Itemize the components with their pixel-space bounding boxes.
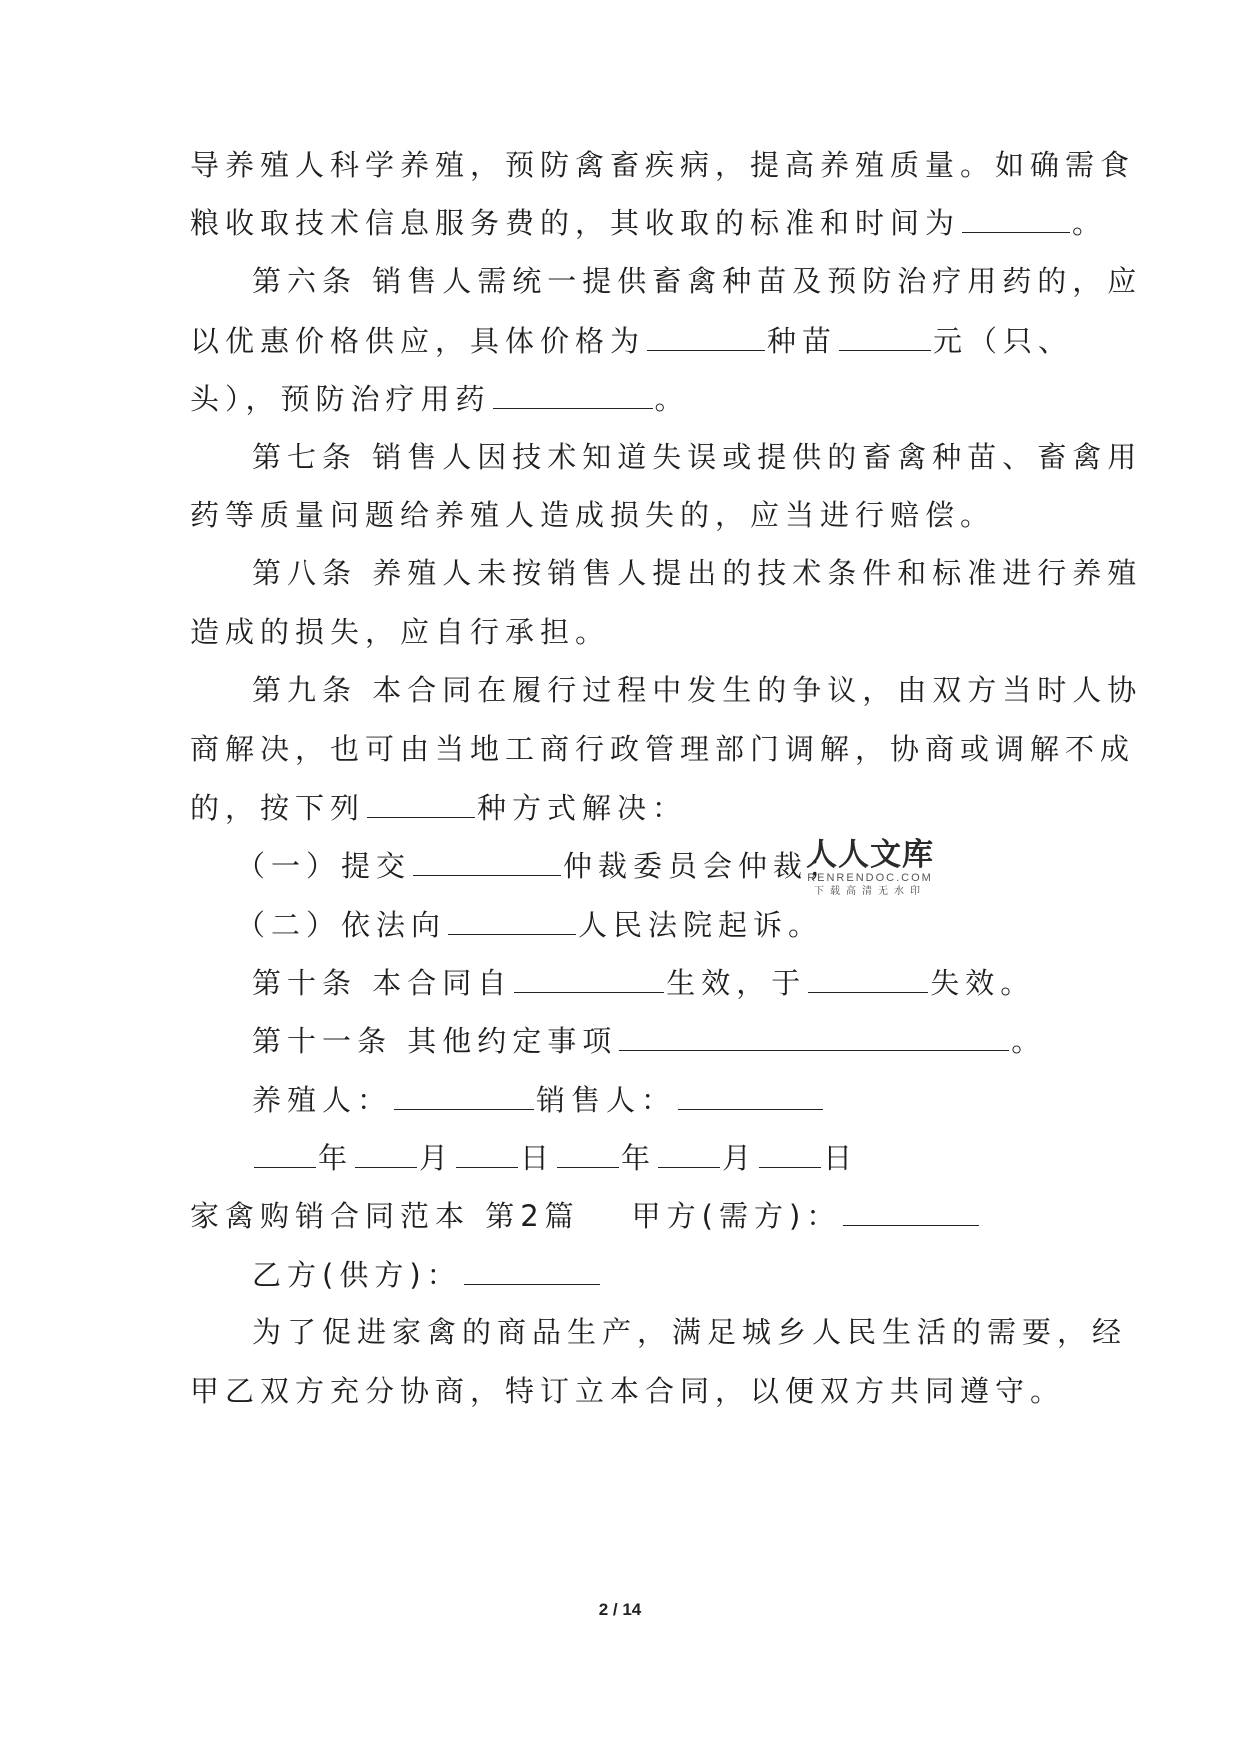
text: 第七条 销售人因技术知道失误或提供的畜禽种苗、畜禽用 bbox=[252, 440, 1143, 474]
page-number: 2 / 14 bbox=[598, 1600, 642, 1619]
text: 生效，于 bbox=[666, 966, 807, 1000]
fill-blank bbox=[678, 1079, 823, 1110]
option-1 bbox=[236, 845, 843, 886]
fill-blank bbox=[647, 320, 765, 351]
text: 粮收取技术信息服务费的，其收取的标准和时间为 bbox=[190, 206, 961, 240]
text: 第九条 本合同在履行过程中发生的争议，由双方当时人协 bbox=[252, 673, 1143, 707]
fill-blank bbox=[394, 1079, 534, 1110]
text: 。 bbox=[1011, 1024, 1047, 1058]
text: 月 bbox=[419, 1141, 455, 1175]
text: 仲裁委员会仲裁； bbox=[563, 849, 844, 883]
watermark-title: 人人文库 bbox=[806, 837, 934, 873]
text: 元（只、 bbox=[933, 324, 1074, 358]
text: 。 bbox=[1072, 206, 1108, 240]
watermark-url: RENRENDOC.COM bbox=[807, 872, 933, 884]
text: 甲乙双方充分协商，特订立本合同，以便双方共同遵守。 bbox=[190, 1374, 1066, 1408]
watermark-logo bbox=[805, 838, 935, 899]
fill-blank bbox=[759, 1137, 821, 1168]
text: （一）提交 bbox=[236, 849, 412, 883]
fill-blank bbox=[839, 320, 931, 351]
option-2 bbox=[236, 904, 823, 945]
text: 导养殖人科学养殖，预防禽畜疾病，提高养殖质量。如确需食 bbox=[190, 148, 1136, 182]
paragraph-line bbox=[190, 787, 687, 828]
article-7 bbox=[252, 437, 1142, 477]
text: 失效。 bbox=[930, 966, 1036, 1000]
article-10 bbox=[252, 962, 1035, 1003]
fill-blank bbox=[557, 1137, 619, 1168]
fill-blank bbox=[254, 1137, 316, 1168]
fill-blank bbox=[658, 1137, 720, 1168]
fill-blank bbox=[962, 202, 1070, 233]
text: 日 bbox=[520, 1141, 556, 1175]
text: 人民法院起诉。 bbox=[578, 908, 824, 942]
party-b-label: 乙方(供方)： bbox=[252, 1258, 462, 1292]
fill-blank bbox=[355, 1137, 417, 1168]
text: 头），预防治疗用药 bbox=[190, 382, 491, 416]
text: 为了促进家禽的商品生产，满足城乡人民生活的需要，经 bbox=[252, 1315, 1128, 1349]
paragraph-line bbox=[190, 320, 1073, 361]
text: 造成的损失，应自行承担。 bbox=[190, 615, 611, 649]
paragraph-line bbox=[190, 202, 1107, 243]
fill-blank bbox=[367, 787, 475, 818]
text: 月 bbox=[722, 1141, 758, 1175]
paragraph-line bbox=[190, 495, 995, 535]
breeder-label: 养殖人： bbox=[252, 1083, 393, 1117]
text: 以优惠价格供应，具体价格为 bbox=[190, 324, 646, 358]
signature-line bbox=[252, 1079, 825, 1120]
text: 年 bbox=[621, 1141, 657, 1175]
fill-blank bbox=[843, 1195, 979, 1226]
text: 第六条 销售人需统一提供畜禽种苗及预防治疗用药的，应 bbox=[252, 264, 1143, 298]
fill-blank bbox=[493, 378, 653, 409]
party-a-label: 甲方(需方)： bbox=[631, 1199, 842, 1233]
fill-blank bbox=[514, 962, 664, 993]
party-b-line bbox=[252, 1254, 602, 1295]
fill-blank bbox=[808, 962, 928, 993]
fill-blank bbox=[456, 1137, 518, 1168]
text: 家禽购销合同范本 第2篇 bbox=[190, 1199, 580, 1233]
text: 种苗 bbox=[767, 324, 838, 358]
text: 商解决，也可由当地工商行政管理部门调解，协商或调解不成 bbox=[190, 732, 1136, 766]
text: 。 bbox=[654, 382, 690, 416]
section-heading bbox=[190, 1195, 981, 1236]
text: 第八条 养殖人未按销售人提出的技术条件和标准进行养殖 bbox=[252, 556, 1143, 590]
fill-blank bbox=[448, 904, 576, 935]
text: 种方式解决： bbox=[477, 791, 688, 825]
date-line bbox=[252, 1137, 858, 1178]
text: （二）依法向 bbox=[236, 908, 447, 942]
paragraph-line bbox=[190, 729, 1135, 769]
preamble bbox=[252, 1312, 1127, 1352]
fill-blank bbox=[619, 1020, 1009, 1051]
text: 日 bbox=[823, 1141, 859, 1175]
text: 年 bbox=[318, 1141, 354, 1175]
paragraph-line bbox=[190, 145, 1135, 185]
paragraph-line bbox=[190, 612, 610, 652]
text: 的，按下列 bbox=[190, 791, 366, 825]
article-8 bbox=[252, 553, 1142, 593]
article-9 bbox=[252, 670, 1142, 710]
article-6 bbox=[252, 261, 1142, 301]
seller-label: 销售人： bbox=[536, 1083, 677, 1117]
watermark-subtitle: 下载高清无水印 bbox=[814, 886, 926, 897]
text: 第十条 本合同自 bbox=[252, 966, 513, 1000]
text: 第十一条 其他约定事项 bbox=[252, 1024, 618, 1058]
article-11 bbox=[252, 1020, 1046, 1061]
paragraph-line bbox=[190, 378, 690, 419]
fill-blank bbox=[413, 845, 561, 876]
text: 药等质量问题给养殖人造成损失的，应当进行赔偿。 bbox=[190, 498, 996, 532]
fill-blank bbox=[464, 1254, 600, 1285]
paragraph-line bbox=[190, 1371, 1065, 1411]
